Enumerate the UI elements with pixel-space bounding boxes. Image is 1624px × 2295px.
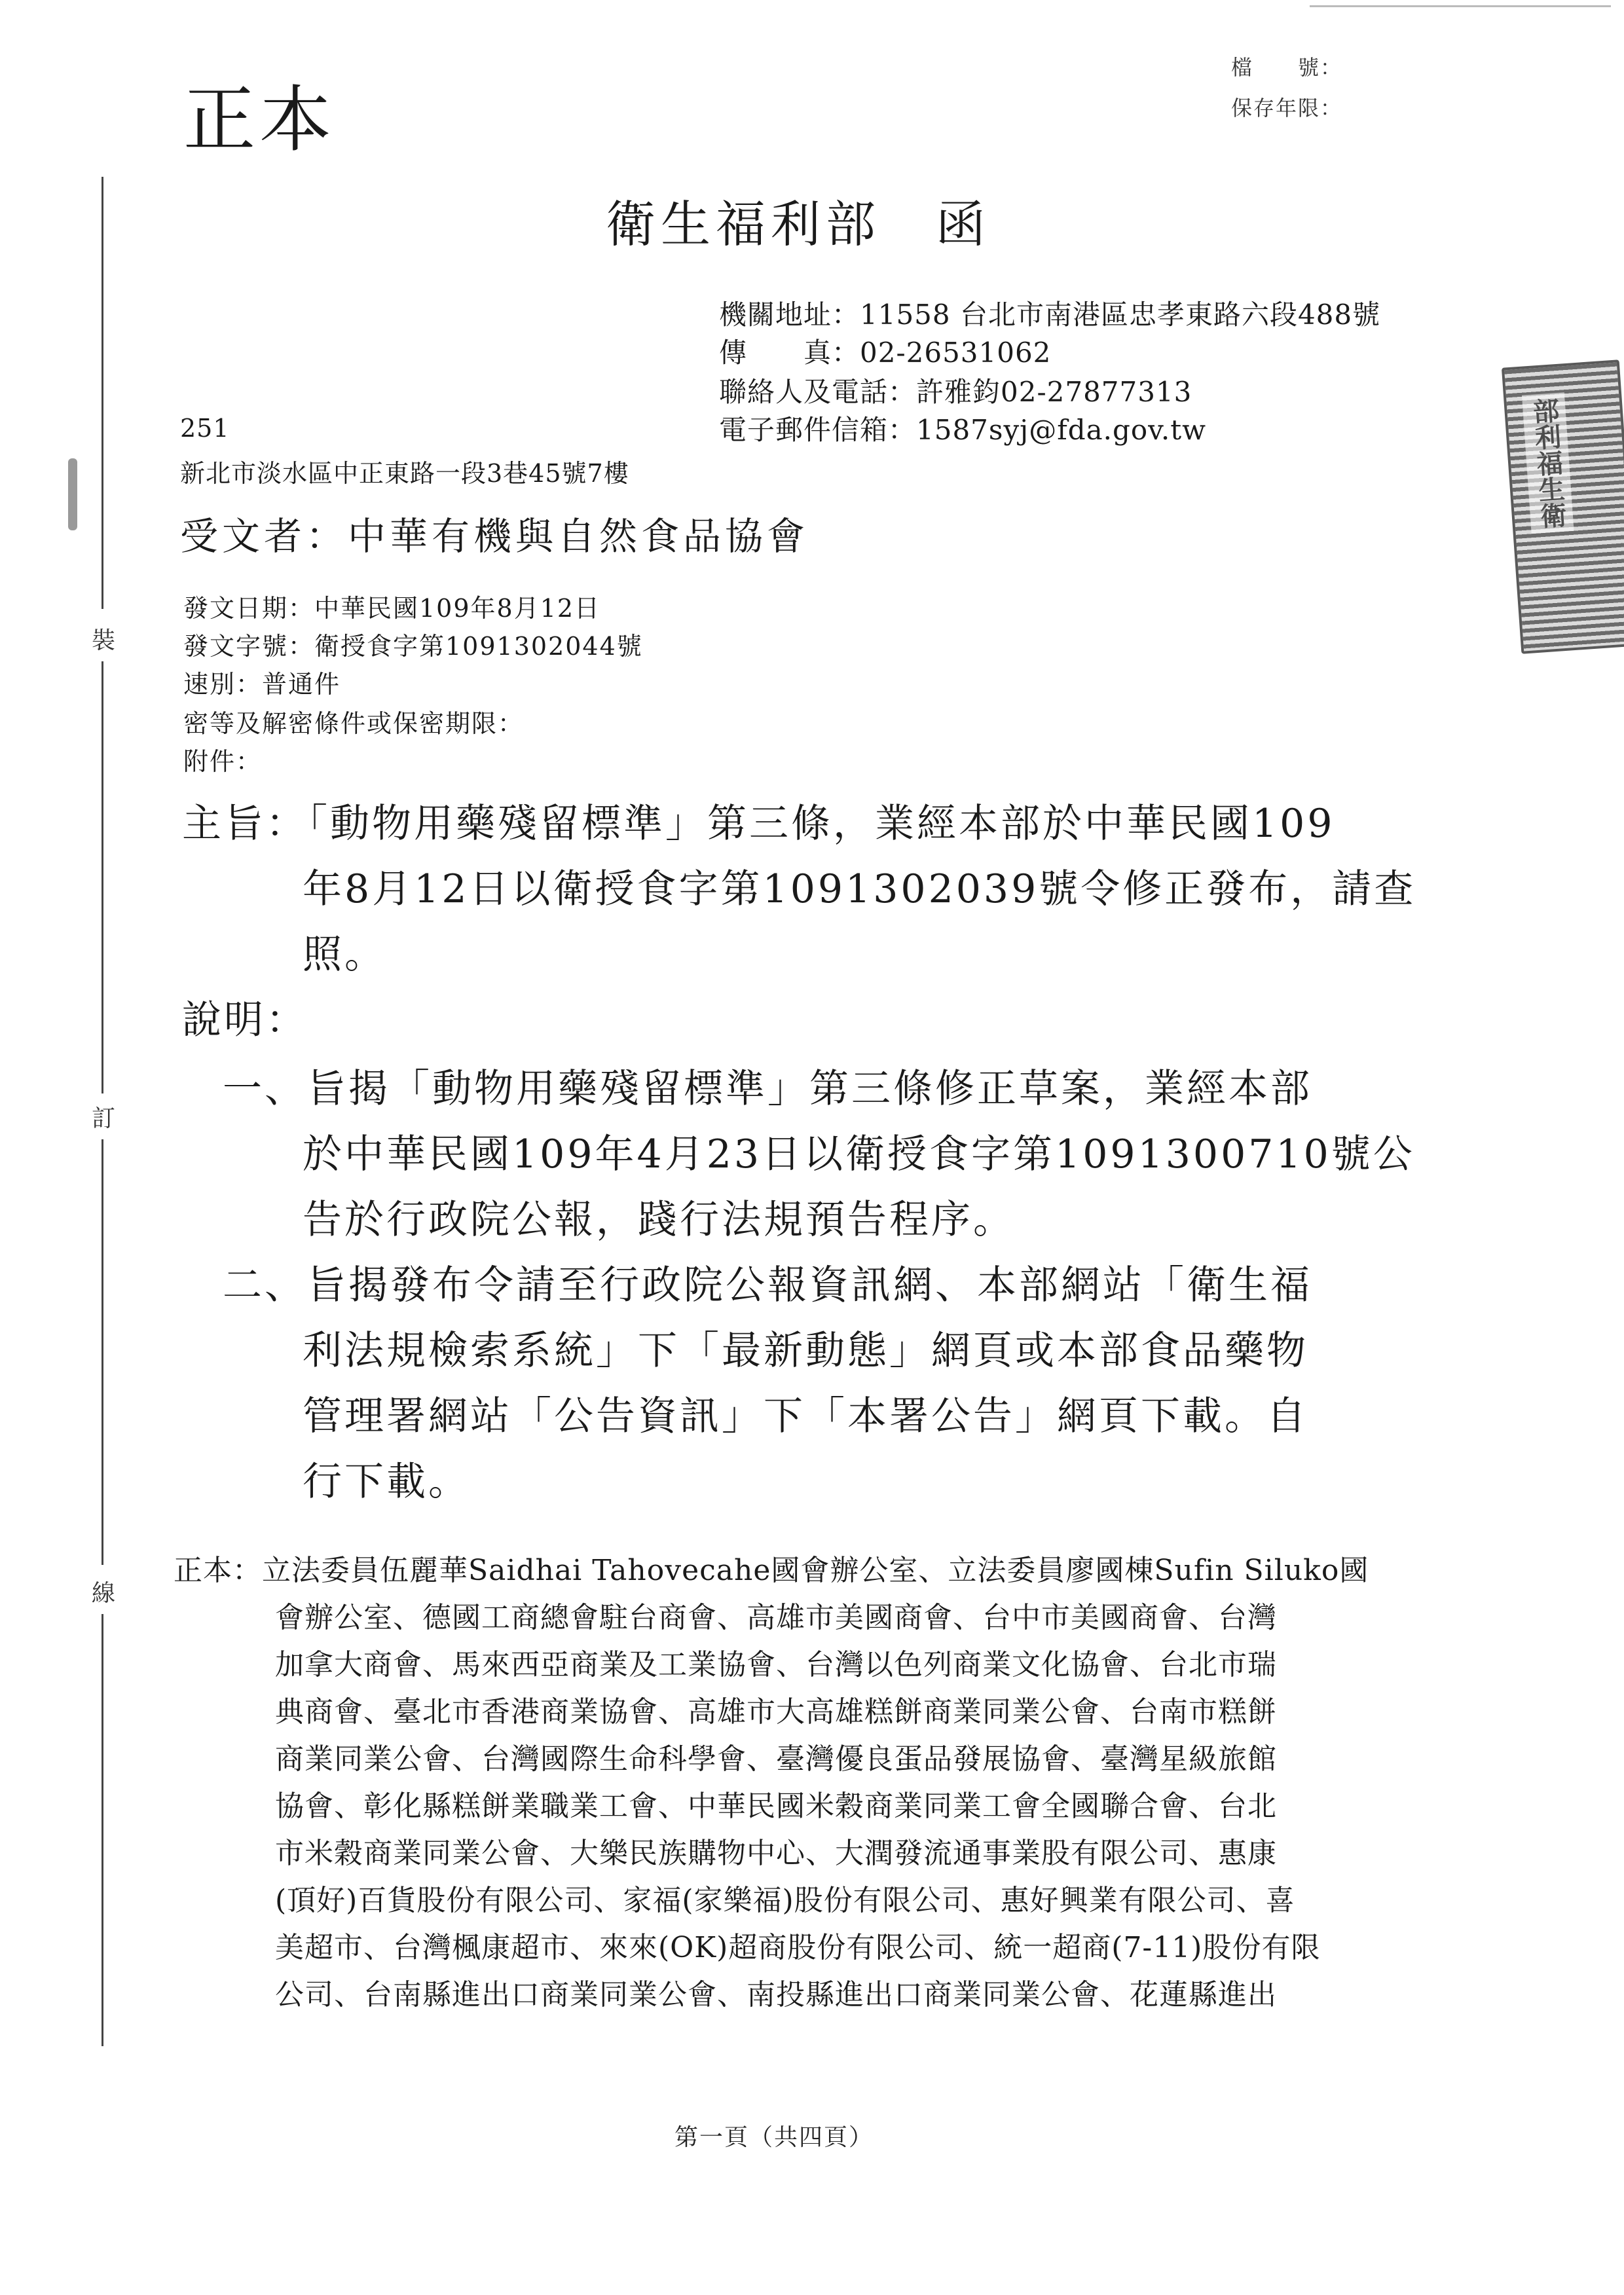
cc-list-line: 商業同業公會、台灣國際生命科學會、臺灣優良蛋品發展協會、臺灣星級旅館	[275, 1742, 1277, 1776]
official-seal-stamp	[1502, 359, 1624, 653]
explanation-item-2: 利法規檢索系統」下「最新動態」網頁或本部食品藥物	[303, 1328, 1308, 1374]
recipient-address: 新北市淡水區中正東路一段3巷45號7樓	[180, 459, 629, 488]
gutter-mark-bind: 裝	[92, 627, 116, 654]
subject-line: 主旨：「動物用藥殘留標準」第三條，業經本部於中華民國109	[182, 801, 1335, 847]
cc-list-line: (頂好)百貨股份有限公司、家福(家樂福)股份有限公司、惠好興業有限公司、喜	[275, 1884, 1295, 1917]
seal-text: 部利福生衛	[1522, 392, 1574, 534]
agency-title: 衛生福利部 函	[606, 195, 991, 253]
explanation-item-2: 行下載。	[303, 1459, 470, 1505]
gutter-mark-line: 線	[92, 1580, 116, 1607]
cc-list-line: 美超市、台灣楓康超市、來來(OK)超商股份有限公司、統一超商(7-11)股份有限	[275, 1931, 1321, 1964]
cc-list-line: 協會、彰化縣糕餅業職業工會、中華民國米穀商業同業工會全國聯合會、台北	[275, 1790, 1277, 1823]
staple-mark	[68, 458, 77, 530]
binding-line	[101, 661, 103, 1093]
cc-list-line: 公司、台南縣進出口商業同業公會、南投縣進出口商業同業公會、花蓮縣進出	[275, 1978, 1277, 2011]
contact-person-phone: 聯絡人及電話：許雅鈞02-27877313	[719, 376, 1192, 408]
postal-code: 251	[180, 414, 230, 443]
subject-line: 照。	[303, 932, 386, 978]
binding-line	[101, 1614, 103, 2046]
page-number-footer: 第一頁（共四頁）	[674, 2124, 874, 2151]
file-number-label: 檔 號：	[1231, 55, 1343, 80]
fax-number: 傳 真：02-26531062	[719, 337, 1052, 369]
scan-edge-line	[1310, 5, 1611, 7]
issue-date: 發文日期：中華民國109年8月12日	[183, 594, 601, 623]
cc-list-line: 會辦公室、德國工商總會駐台商會、高雄市美國商會、台中市美國商會、台灣	[275, 1601, 1277, 1634]
explanation-item-1: 告於行政院公報，踐行法規預告程序。	[303, 1197, 1015, 1243]
cc-list-line: 典商會、臺北市香港商業協會、高雄市大高雄糕餅商業同業公會、台南市糕餅	[275, 1695, 1277, 1729]
explanation-item-1: 於中華民國109年4月23日以衛授食字第1091300710號公	[303, 1131, 1415, 1177]
binding-line	[101, 177, 103, 609]
gutter-mark-staple: 訂	[92, 1105, 116, 1132]
contact-email: 電子郵件信箱：1587syj@fda.gov.tw	[719, 414, 1207, 446]
explanation-heading: 說明：	[182, 997, 308, 1043]
retention-period-label: 保存年限：	[1231, 96, 1343, 120]
cc-list-line: 市米穀商業同業公會、大樂民族購物中心、大潤發流通事業股有限公司、惠康	[275, 1837, 1277, 1870]
document-number: 發文字號：衛授食字第1091302044號	[183, 632, 643, 661]
subject-line: 年8月12日以衛授食字第1091302039號令修正發布，請查	[303, 866, 1416, 912]
explanation-item-1: 一、旨揭「動物用藥殘留標準」第三條修正草案，業經本部	[223, 1066, 1312, 1112]
cc-list-line: 正本：立法委員伍麗華Saidhai Tahovecahe國會辦公室、立法委員廖國棟Sufin Siluko國	[174, 1554, 1369, 1587]
copy-mark: 正本	[183, 78, 335, 162]
delivery-speed: 速別：普通件	[183, 670, 341, 699]
cc-list-line: 加拿大商會、馬來西亞商業及工業協會、台灣以色列商業文化協會、台北市瑞	[275, 1648, 1277, 1681]
explanation-item-2: 管理署網站「公告資訊」下「本署公告」網頁下載。自	[303, 1393, 1308, 1439]
explanation-item-2: 二、旨揭發布令請至行政院公報資訊網、本部網站「衛生福	[223, 1262, 1312, 1308]
binding-line	[101, 1139, 103, 1565]
recipient: 受文者：中華有機與自然食品協會	[180, 514, 809, 559]
agency-address: 機關地址：11558 台北市南港區忠孝東路六段488號	[719, 299, 1381, 331]
confidentiality: 密等及解密條件或保密期限：	[183, 709, 525, 738]
attachments: 附件：	[183, 747, 263, 776]
